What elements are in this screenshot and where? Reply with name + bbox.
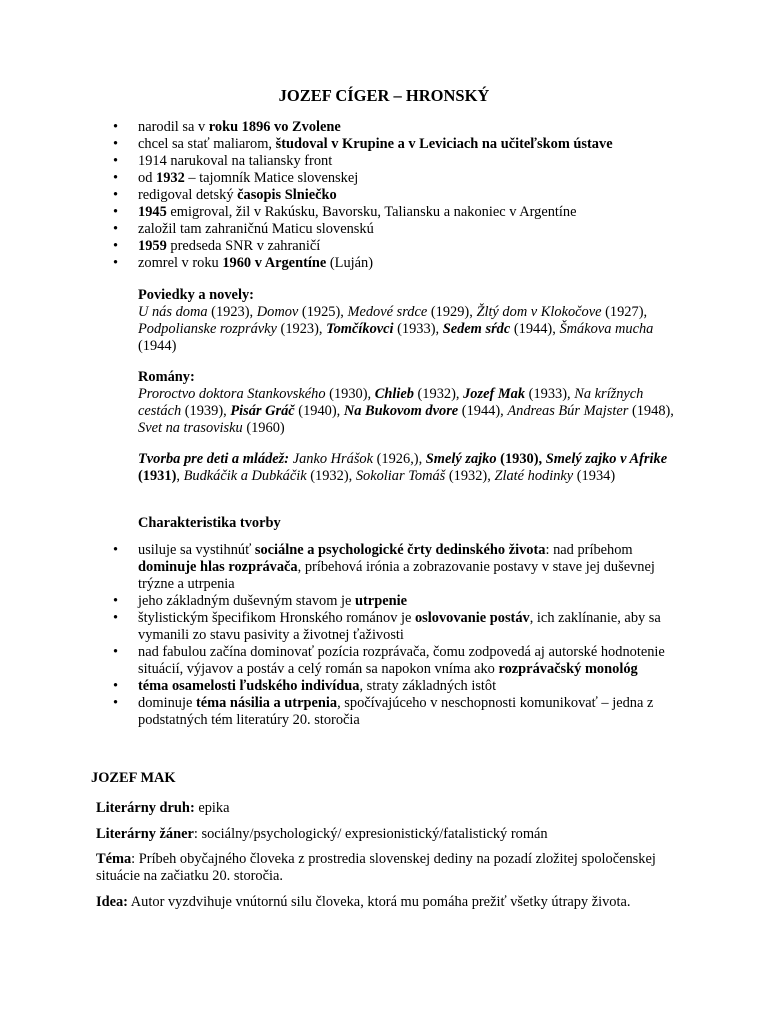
mak-idea — [96, 894, 696, 911]
text-run: Idea: — [96, 894, 128, 910]
list-item — [113, 593, 693, 610]
text-run: U nás doma — [138, 304, 208, 320]
text-run: (1932), — [413, 386, 464, 402]
characteristics-list — [113, 542, 693, 729]
section-heading: Charakteristika tvorby — [138, 515, 281, 531]
text-run: časopis Slniečko — [237, 187, 337, 203]
text-run: (1940), — [294, 403, 344, 419]
mak-theme — [96, 851, 696, 885]
text-run: : Príbeh obyčajného človeka z prostredia slovenskej dediny na pozadí zložitej spoločenskej situácie na začiatku 20. storočia. — [96, 851, 656, 884]
text-run: (1932), — [306, 468, 356, 484]
section-body — [138, 386, 678, 437]
list-item — [113, 136, 673, 153]
text-run: , straty základných istôt — [359, 678, 497, 694]
text-run: (1930), — [496, 451, 546, 467]
text-run: jeho základným duševným stavom je — [138, 593, 356, 609]
text-run: utrpenie — [355, 593, 407, 609]
text-run: 1932 — [156, 170, 185, 186]
text-run: Domov — [256, 304, 299, 320]
text-run: téma osamelosti ľudského indivídua — [138, 678, 360, 694]
text-run: Chlieb — [374, 386, 414, 402]
section-tvorba-pre-deti — [138, 451, 678, 485]
mak-genre — [96, 826, 696, 843]
text-run: Smelý zajko v Afrike — [545, 451, 668, 467]
text-run: Podpolianske rozprávky — [138, 321, 277, 337]
text-run: 1959 — [138, 238, 167, 254]
text-run: rozprávačský monológ — [498, 661, 638, 677]
text-run: narodil sa v — [138, 119, 209, 135]
section-body — [138, 451, 678, 485]
text-run: študoval v Krupine a v Leviciach na učiteľskom ústave — [275, 136, 613, 152]
jozef-mak-title: JOZEF MAK — [91, 770, 176, 786]
text-run: dominuje — [138, 695, 196, 711]
list-item — [113, 221, 673, 238]
text-run: Janko Hrášok — [292, 451, 374, 467]
text-run: sociálne a psychologické črty dedinského života — [254, 542, 546, 558]
text-run: dominuje hlas rozprávača — [138, 559, 298, 575]
text-run: Budkáčik a Dubkáčik — [183, 468, 307, 484]
text-run: roku 1896 vo Zvolene — [208, 119, 341, 135]
text-run: emigroval, žil v Rakúsku, Bavorsku, Taliansku a nakoniec v Argentíne — [166, 204, 577, 220]
list-item — [113, 542, 693, 593]
section-heading: Romány: — [138, 369, 195, 385]
text-run: (1948), — [628, 403, 674, 419]
text-run: (1960) — [242, 420, 285, 436]
mak-literary-kind — [96, 800, 696, 817]
text-run: Andreas Búr Majster — [507, 403, 629, 419]
text-run: Tvorba pre deti a mládež: — [138, 451, 290, 467]
text-run: Žltý dom v Klokočove — [476, 304, 602, 320]
text-run: (1934) — [573, 468, 616, 484]
text-run: štylistickým špecifikom Hronského románov je — [138, 610, 415, 626]
section-romany — [138, 369, 678, 437]
text-run: (Luján) — [326, 255, 374, 271]
text-run: Tomčíkovci — [326, 321, 394, 337]
biography-list — [113, 119, 673, 272]
list-item — [113, 187, 673, 204]
text-run: (1925), — [298, 304, 348, 320]
list-item — [113, 238, 673, 255]
text-run: epika — [194, 800, 230, 816]
text-run: založil tam zahraničnú Maticu slovenskú — [138, 221, 374, 237]
list-item — [113, 610, 693, 644]
section-poviedky — [138, 287, 678, 355]
text-run: (1939), — [181, 403, 231, 419]
text-run: , — [176, 468, 184, 484]
page-title: JOZEF CÍGER – HRONSKÝ — [278, 86, 490, 105]
text-run: (1926,), — [373, 451, 426, 467]
text-run: Šmákova mucha — [559, 321, 654, 337]
text-run: Zlaté hodinky — [494, 468, 574, 484]
text-run: Na Bukovom dvore — [343, 403, 459, 419]
text-run: usiluje sa vystihnúť — [138, 542, 255, 558]
list-item — [113, 170, 673, 187]
list-item — [113, 255, 673, 272]
text-run: , príbehová irónia a zobrazovanie postavy v stave jej duševnej trýzne a utrpenia — [138, 559, 655, 592]
text-run: – tajomník Matice slovenskej — [184, 170, 359, 186]
text-run: predseda SNR v zahraničí — [166, 238, 321, 254]
text-run: oslovovanie postáv — [414, 610, 530, 626]
text-run: Autor vyzdvihuje vnútornú silu človeka, ktorá mu pomáha prežiť všetky útrapy života. — [127, 894, 631, 910]
text-run: (1923), — [276, 321, 327, 337]
text-run: (1923), — [207, 304, 257, 320]
list-item — [113, 204, 673, 221]
text-run: Na krížnych cestách — [138, 386, 644, 419]
text-run: (1929), — [427, 304, 477, 320]
text-run: 1914 narukoval na taliansky front — [138, 153, 333, 169]
text-run: Svet na trasovisku — [138, 420, 243, 436]
text-run: od — [138, 170, 156, 186]
text-run: (1932), — [445, 468, 495, 484]
list-item — [113, 695, 693, 729]
list-item — [113, 153, 673, 170]
text-run: Literárny žáner — [96, 826, 194, 842]
text-run: (1927), — [601, 304, 648, 320]
text-run: : nad príbehom — [545, 542, 633, 558]
text-run: Jozef Mak — [463, 386, 526, 402]
text-run: redigoval detský — [138, 187, 238, 203]
text-run: : sociálny/psychologický/ expresionistický/fatalistický román — [193, 826, 548, 842]
text-run: Téma — [96, 851, 132, 867]
text-run: (1944) — [138, 338, 177, 354]
list-item — [113, 678, 693, 695]
text-run: , spočívajúceho v neschopnosti komunikovať – jedna z podstatných tém literatúry 20. storočia — [138, 695, 654, 728]
text-run: Sokoliar Tomáš — [355, 468, 446, 484]
text-run: (1931) — [138, 468, 177, 484]
text-run: (1933), — [525, 386, 575, 402]
text-run: zomrel v roku — [138, 255, 223, 271]
text-run: Pisár Gráč — [230, 403, 295, 419]
text-run: Literárny druh: — [96, 800, 195, 816]
section-body — [138, 304, 678, 355]
text-run: 1945 — [138, 204, 167, 220]
text-run: (1933), — [393, 321, 443, 337]
list-item — [113, 119, 673, 136]
text-run: téma násilia a utrpenia — [195, 695, 338, 711]
text-run: Proroctvo doktora Stankovského — [138, 386, 326, 402]
text-run: Sedem sŕdc — [442, 321, 511, 337]
text-run: nad fabulou začína dominovať pozícia rozprávača, čomu zodpovedá aj autorské hodnotenie situácií, výjavov a postáv a celý román sa napokon vníma ako — [138, 644, 665, 677]
text-run: (1944), — [510, 321, 560, 337]
list-item — [113, 644, 693, 678]
section-charakteristika — [138, 515, 678, 532]
text-run: 1960 v Argentíne — [222, 255, 327, 271]
text-run: Smelý zajko — [425, 451, 497, 467]
text-run: Medové srdce — [347, 304, 428, 320]
text-run: (1930), — [325, 386, 375, 402]
text-run: (1944), — [458, 403, 508, 419]
text-run: chcel sa stať maliarom, — [138, 136, 276, 152]
section-heading: Poviedky a novely: — [138, 287, 254, 303]
text-run: , ich zaklínanie, aby sa vymanili zo stavu pasivity a životnej ťaživosti — [138, 610, 661, 643]
